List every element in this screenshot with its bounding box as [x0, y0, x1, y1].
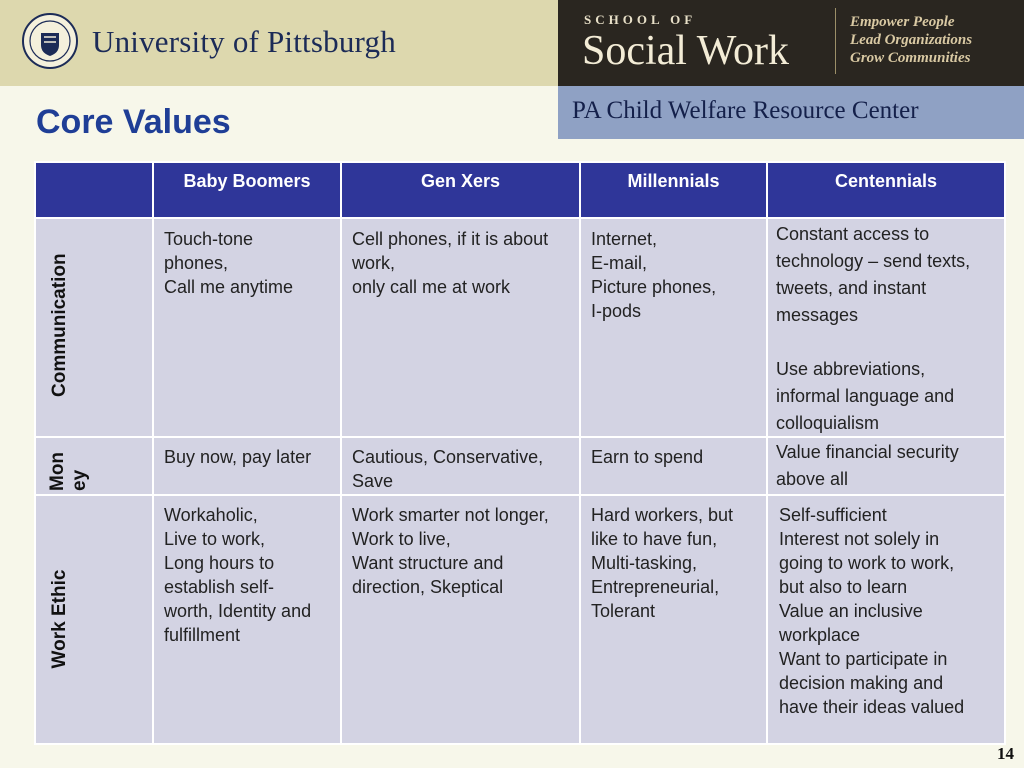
table-header-corner: [36, 163, 152, 217]
cell-money-millennials: Earn to spend: [591, 447, 704, 467]
page-number: 14: [997, 744, 1014, 763]
cell-work-ethic-gen-xers: Work smarter not longer, Work to live, Want structure and direction, Skeptical: [352, 505, 549, 597]
cell-work-ethic-millennials: Hard workers, but like to have fun, Multi-tasking, Entrepreneurial, Tolerant: [591, 505, 734, 621]
university-seal-icon: [22, 13, 78, 69]
university-name: University of Pittsburgh: [92, 24, 396, 59]
cell-communication-millennials: Internet, E-mail, Picture phones, I-pods: [591, 229, 717, 321]
school-tagline: [850, 13, 972, 67]
cell-work-ethic-centennials: Self-sufficient Interest not solely in going to work to work, but also to learn Value an inclusive workplace Want to participate in decision making and have their ideas valued: [779, 505, 965, 717]
tagline-line: Lead Organizations: [850, 32, 973, 48]
column-header-gen-xers: Gen Xers: [420, 171, 501, 191]
cell-communication-baby-boomers: Touch-tone phones, Call me anytime: [164, 229, 294, 297]
page-title: Core Values: [36, 103, 231, 141]
column-header-baby-boomers: Baby Boomers: [183, 171, 311, 191]
resource-center-name: PA Child Welfare Resource Center: [572, 97, 919, 124]
cell-money-baby-boomers: Buy now, pay later: [164, 447, 312, 467]
banner-divider: [835, 8, 836, 74]
row-label-work-ethic: Work Ethic: [49, 569, 70, 669]
cell-communication-centennials: Constant access to technology – send texts, tweets, and instant messages Use abbreviations, informal language and colloquialism: [776, 224, 971, 433]
cell-money-gen-xers: Cautious, Conservative, Save: [352, 447, 544, 491]
row-label-communication: Communication: [49, 253, 70, 397]
tagline-line: Empower People: [850, 14, 955, 30]
school-of-label: SCHOOL OF: [584, 12, 697, 27]
cell-work-ethic-baby-boomers: Workaholic, Live to work, Long hours to establish self- worth, Identity and fulfillment: [164, 505, 312, 645]
cell-money-centennials: Value financial security above all: [776, 442, 959, 489]
row-label-money: Mon ey: [47, 451, 90, 491]
school-name: Social Work: [582, 28, 789, 74]
tagline-line: Grow Communities: [850, 50, 971, 66]
column-header-centennials: Centennials: [834, 171, 938, 191]
cell-communication-gen-xers: Cell phones, if it is about work, only call me at work: [352, 229, 549, 297]
column-header-millennials: Millennials: [627, 171, 720, 191]
